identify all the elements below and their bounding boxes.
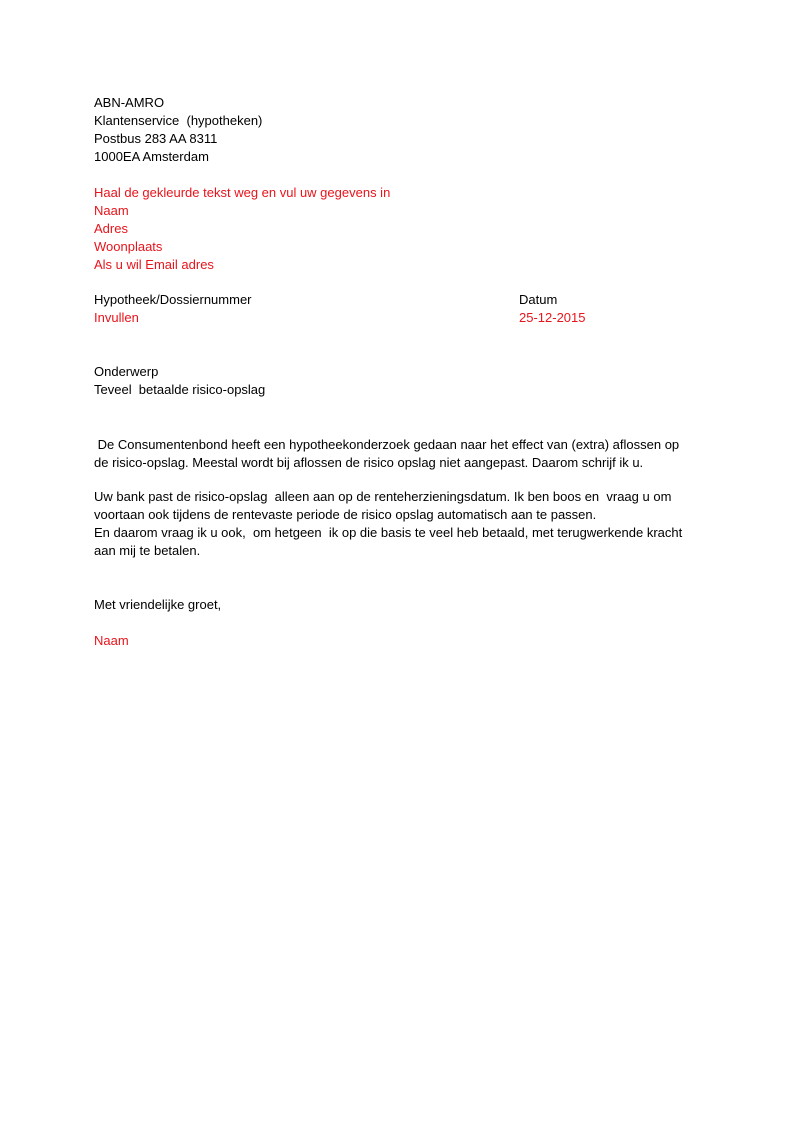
sender-name: Naam <box>94 203 129 218</box>
closing-greeting: Met vriendelijke groet, <box>94 597 222 612</box>
sender-instruction: Haal de gekleurde tekst weg en vul uw gegevens in <box>94 185 391 200</box>
dossier-label: Hypotheek/Dossiernummer <box>94 292 252 307</box>
date-value: 25-12-2015 <box>519 310 586 325</box>
body-paragraph-2-line-1: Uw bank past de risico-opslag alleen aan op de renteherzieningsdatum. Ik ben boos en vraag u om <box>94 489 672 504</box>
body-paragraph-2-line-4: aan mij te betalen. <box>94 543 201 558</box>
dossier-value: Invullen <box>94 310 139 325</box>
sender-email: Als u wil Email adres <box>94 257 214 272</box>
date-label: Datum <box>519 292 558 307</box>
body-paragraph-1-line-2: de risico-opslag. Meestal wordt bij aflossen de risico opslag niet aangepast. Daarom schrijf ik u. <box>94 455 644 470</box>
closing-name: Naam <box>94 633 129 648</box>
sender-city: Woonplaats <box>94 239 163 254</box>
subject-text: Teveel betaalde risico-opslag <box>94 382 266 397</box>
recipient-postbus: Postbus 283 AA 8311 <box>94 131 218 146</box>
recipient-name: ABN-AMRO <box>94 95 165 110</box>
body-paragraph-2-line-2: voortaan ook tijdens de rentevaste periode de risico opslag automatisch aan te passen. <box>94 507 597 522</box>
subject-label: Onderwerp <box>94 364 159 379</box>
sender-address: Adres <box>94 221 128 236</box>
recipient-department: Klantenservice (hypotheken) <box>94 113 263 128</box>
body-paragraph-2-line-3: En daarom vraag ik u ook, om hetgeen ik op die basis te veel heb betaald, met terugwerkende kracht <box>94 525 683 540</box>
body-paragraph-1-line-1: De Consumentenbond heeft een hypotheekonderzoek gedaan naar het effect van (extra) aflossen op <box>94 437 680 452</box>
recipient-city: 1000EA Amsterdam <box>94 149 209 164</box>
